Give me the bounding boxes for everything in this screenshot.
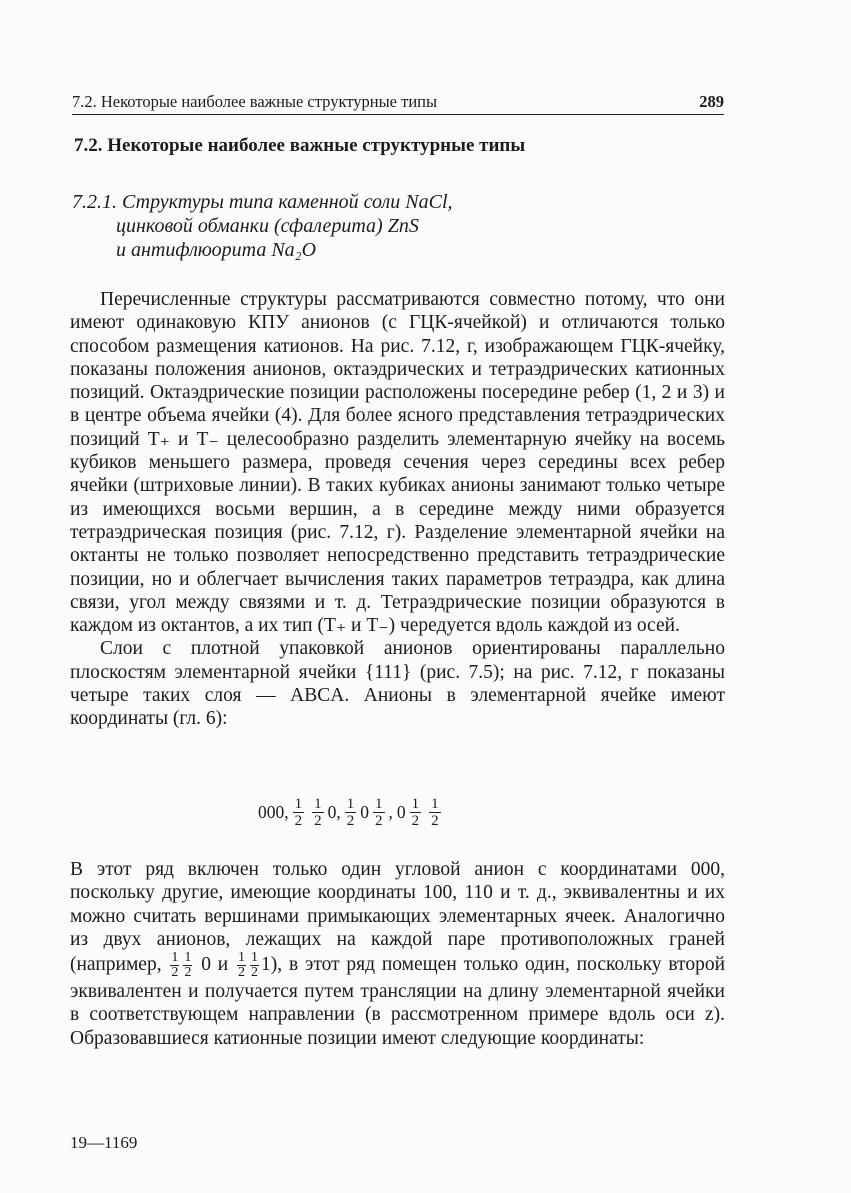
running-head — [72, 92, 724, 115]
formula-start: 000, — [258, 802, 289, 822]
section-title: 7.2. Некоторые наиболее важные структурные типы — [74, 135, 526, 156]
inline-fraction: $\frac{1}{2}$ — [171, 950, 179, 981]
fraction: $\frac{1}{2}$ — [346, 796, 355, 829]
fraction: $\frac{1}{2}$ — [294, 796, 303, 829]
subsection-line-1: 7.2.1. Структуры типа каменной соли NaCl, — [72, 191, 453, 213]
paragraph-2: Слои с плотной упаковкой анионов ориентированы параллельно плоскостям элементарной ячейки {111} (рис. 7.5); на рис. 7.12, г показаны четыре таких слоя — ABCA. Анионы в элементарной ячейке имеют координаты (гл. 6): — [70, 638, 725, 730]
fraction: $\frac{1}{2}$ — [411, 796, 420, 829]
subsection-line-2: цинковой обманки (сфалерита) ZnS — [116, 215, 419, 237]
fraction: $\frac{1}{2}$ — [431, 796, 439, 829]
formula-term: 0 — [360, 802, 369, 822]
formula-term: 0, — [327, 802, 341, 822]
paragraph-3: В этот ряд включен только один угловой анион с координатами 000, поскольку другие, имеющие координаты 100, 110 и т. д., эквивалентны и их можно считать вершинами примыкающих элементарных ячеек. Аналогично из двух анионов, лежащих на каждой паре противоположных граней (например, $\frac{1}{2}$ $\frac{1}{2}$ 0 и $\frac{1}{2}$ $\frac{1}{2}$ 1), в этот ряд помещен только один, поскольку второй эквивалентен и получается путем трансляции на длину элементарной ячейки в соответствующем направлении (в рассмотренном примере вдоль оси z). Образовавшиеся катионные позиции имеют следующие координаты: — [70, 859, 726, 1049]
printer-signature: 19—1169 — [70, 1133, 138, 1152]
fraction: $\frac{1}{2}$ — [375, 796, 383, 829]
paragraph-1: Перечисленные структуры рассматриваются совместно потому, что они имеют одинаковую КПУ анионов (с ГЦК-ячейкой) и отличаются только способом размещения катионов. На рис. 7.12, г, изображающем ГЦК-ячейку, показаны положения анионов, октаэдрических и тетраэдрических катионных позиций. Октаэдрические позиции расположены посередине ребер (1, 2 и 3) и в центре объема ячейки (4). Для более ясного представления тетраэдрических позиций T₊ и T₋ целесообразно разделить элементарную ячейку на восемь кубиков меньшего размера, проведя сечения через середины всех ребер ячейки (штриховые линии). В таких кубиках анионы занимают только четыре из имеющихся восьми вершин, а в середине между ними образуется тетраэдрическая позиция (рис. 7.12, г). Разделение элементарной ячейки на октанты не только позволяет непосредственно представить тетраэдрические позиции, но и облегчает вычисления таких параметров тетраэдра, как длина связи, угол между связями и т. д. Тетраэдрические позиции образуются в каждом из октантов, а их тип (T₊ и T₋) чередуется вдоль каждой из осей. — [70, 289, 725, 637]
formula-sep: , — [388, 802, 393, 822]
inline-fraction: $\frac{1}{2}$ — [238, 950, 246, 981]
formula-term: 0 — [396, 802, 406, 822]
coordinates-formula — [258, 796, 445, 829]
subsection-title — [72, 190, 453, 262]
inline-fraction: $\frac{1}{2}$ — [251, 950, 259, 981]
page-number: 289 — [699, 92, 724, 111]
inline-fraction: $\frac{1}{2}$ — [184, 950, 192, 981]
fraction: $\frac{1}{2}$ — [314, 796, 322, 829]
body-text-continued — [70, 858, 725, 1050]
running-head-title: 7.2. Некоторые наиболее важные структурные типы — [72, 92, 438, 111]
body-text — [70, 288, 725, 731]
subsection-line-3: и антифлюорита Na₂O — [116, 239, 317, 261]
